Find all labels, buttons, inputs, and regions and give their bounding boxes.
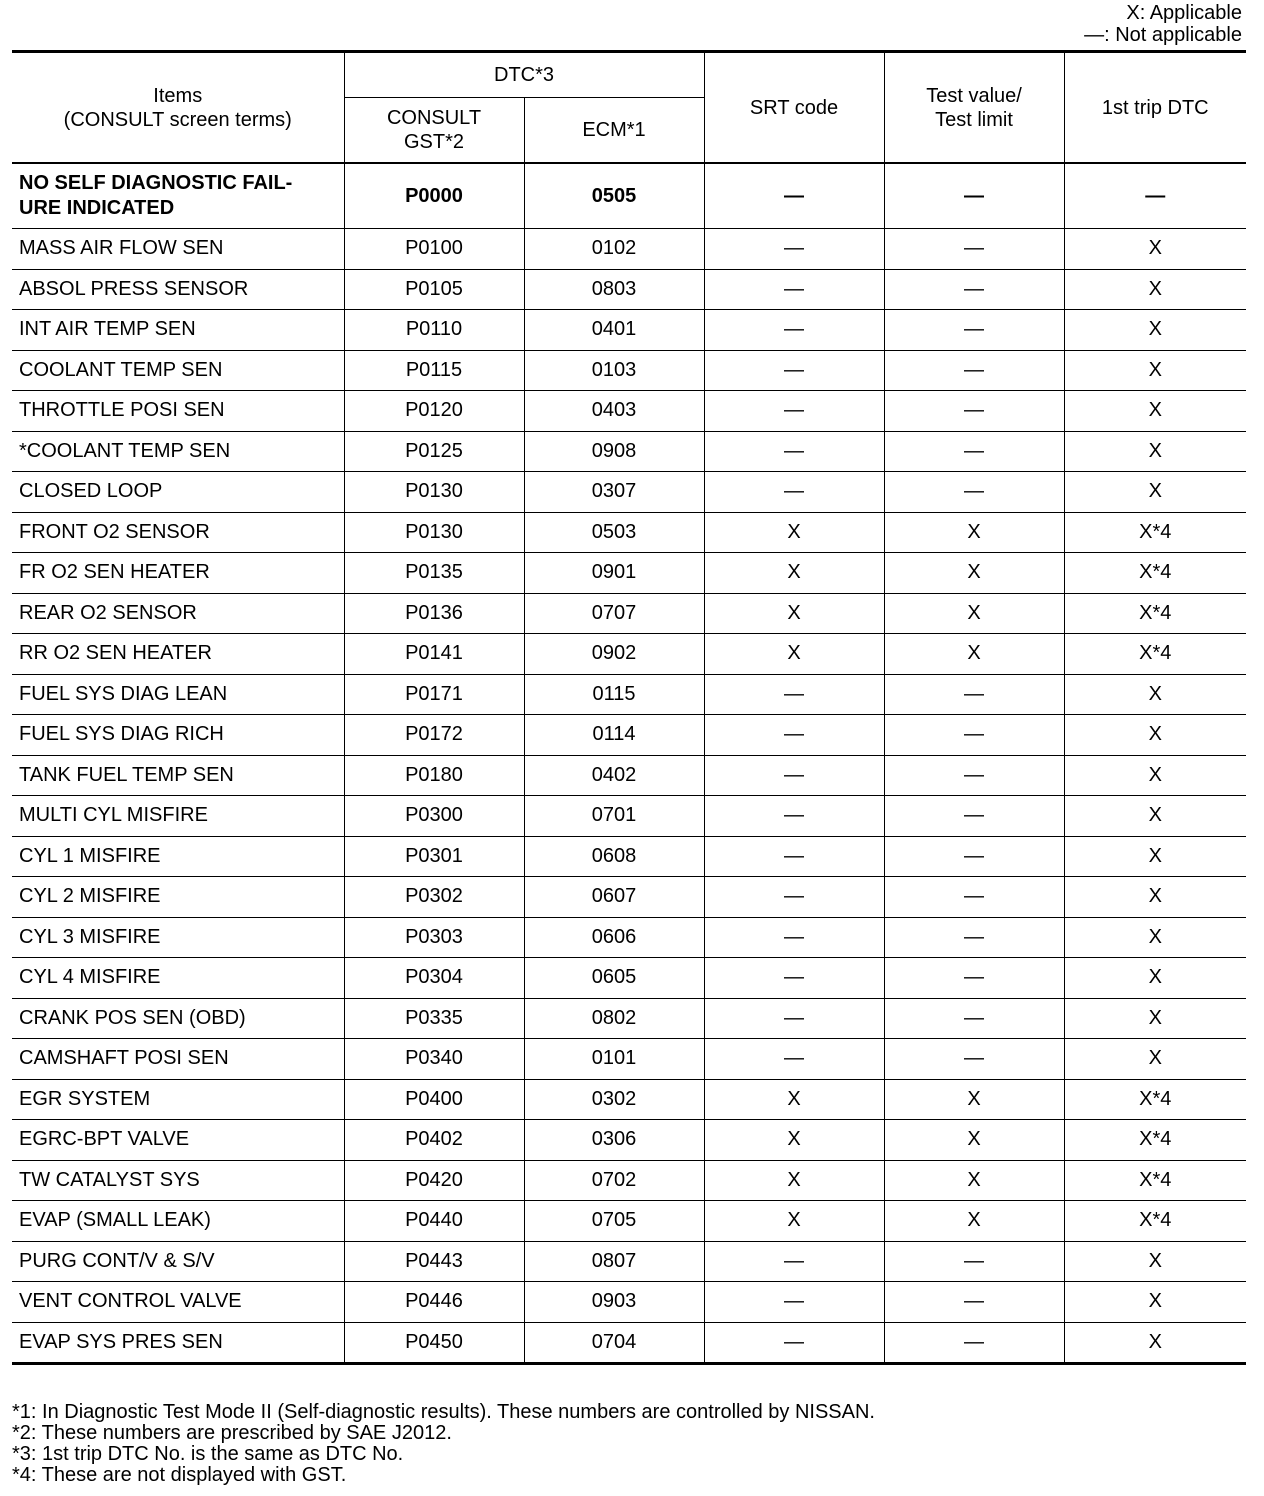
cell-test-value: — xyxy=(884,958,1064,999)
cell-consult-gst: P0180 xyxy=(344,755,524,796)
cell-item: EGRC-BPT VALVE xyxy=(12,1120,344,1161)
cell-ecm: 0802 xyxy=(524,998,704,1039)
cell-consult-gst: P0136 xyxy=(344,593,524,634)
cell-item: CRANK POS SEN (OBD) xyxy=(12,998,344,1039)
cell-srt-code: X xyxy=(704,1160,884,1201)
cell-srt-code: — xyxy=(704,1322,884,1364)
cell-ecm: 0307 xyxy=(524,472,704,513)
cell-item: FRONT O2 SENSOR xyxy=(12,512,344,553)
cell-ecm: 0701 xyxy=(524,796,704,837)
cell-first-trip-dtc: X xyxy=(1064,877,1246,918)
cell-item: FUEL SYS DIAG LEAN xyxy=(12,674,344,715)
cell-srt-code: X xyxy=(704,512,884,553)
footnote-1: *1: In Diagnostic Test Mode II (Self-diagnostic results). These numbers are controlled by NISSAN. xyxy=(12,1401,875,1423)
table-row xyxy=(12,1120,1246,1161)
cell-test-value: X xyxy=(884,1201,1064,1242)
cell-first-trip-dtc: X xyxy=(1064,350,1246,391)
cell-first-trip-dtc: X xyxy=(1064,229,1246,270)
cell-srt-code: — xyxy=(704,796,884,837)
cell-ecm: 0115 xyxy=(524,674,704,715)
table-body xyxy=(12,163,1246,1364)
cell-srt-code: — xyxy=(704,958,884,999)
cell-srt-code: — xyxy=(704,391,884,432)
cell-ecm: 0103 xyxy=(524,350,704,391)
cell-srt-code: — xyxy=(704,1241,884,1282)
cell-first-trip-dtc: X xyxy=(1064,755,1246,796)
table-row xyxy=(12,269,1246,310)
cell-srt-code: — xyxy=(704,350,884,391)
cell-item: TANK FUEL TEMP SEN xyxy=(12,755,344,796)
cell-ecm: 0903 xyxy=(524,1282,704,1323)
cell-srt-code: X xyxy=(704,1201,884,1242)
cell-first-trip-dtc: X xyxy=(1064,796,1246,837)
cell-ecm: 0302 xyxy=(524,1079,704,1120)
cell-srt-code: X xyxy=(704,634,884,675)
cell-first-trip-dtc: X xyxy=(1064,958,1246,999)
table-row xyxy=(12,998,1246,1039)
cell-test-value: — xyxy=(884,472,1064,513)
cell-item: *COOLANT TEMP SEN xyxy=(12,431,344,472)
cell-test-value: — xyxy=(884,1322,1064,1364)
cell-test-value: — xyxy=(884,755,1064,796)
cell-ecm: 0707 xyxy=(524,593,704,634)
cell-ecm: 0403 xyxy=(524,391,704,432)
table-row xyxy=(12,229,1246,270)
cell-item: REAR O2 SENSOR xyxy=(12,593,344,634)
table-row xyxy=(12,674,1246,715)
cell-test-value: X xyxy=(884,553,1064,594)
cell-test-value: — xyxy=(884,310,1064,351)
cell-srt-code: — xyxy=(704,877,884,918)
cell-first-trip-dtc: X xyxy=(1064,269,1246,310)
cell-test-value: — xyxy=(884,391,1064,432)
cell-item: VENT CONTROL VALVE xyxy=(12,1282,344,1323)
table-row xyxy=(12,310,1246,351)
cell-first-trip-dtc: X xyxy=(1064,1322,1246,1364)
cell-srt-code: — xyxy=(704,998,884,1039)
cell-srt-code: — xyxy=(704,163,884,229)
cell-item: TW CATALYST SYS xyxy=(12,1160,344,1201)
cell-item: INT AIR TEMP SEN xyxy=(12,310,344,351)
table-row xyxy=(12,163,1246,229)
cell-item: CYL 1 MISFIRE xyxy=(12,836,344,877)
cell-srt-code: — xyxy=(704,917,884,958)
cell-ecm: 0606 xyxy=(524,917,704,958)
header-ecm: ECM*1 xyxy=(524,98,704,164)
cell-first-trip-dtc: X xyxy=(1064,715,1246,756)
cell-first-trip-dtc: X xyxy=(1064,310,1246,351)
cell-consult-gst: P0443 xyxy=(344,1241,524,1282)
cell-first-trip-dtc: X xyxy=(1064,1282,1246,1323)
cell-srt-code: — xyxy=(704,1282,884,1323)
cell-ecm: 0705 xyxy=(524,1201,704,1242)
cell-consult-gst: P0340 xyxy=(344,1039,524,1080)
cell-consult-gst: P0171 xyxy=(344,674,524,715)
cell-ecm: 0114 xyxy=(524,715,704,756)
table-row xyxy=(12,350,1246,391)
cell-srt-code: — xyxy=(704,674,884,715)
cell-first-trip-dtc: X*4 xyxy=(1064,512,1246,553)
cell-test-value: X xyxy=(884,1120,1064,1161)
cell-item: RR O2 SEN HEATER xyxy=(12,634,344,675)
cell-ecm: 0102 xyxy=(524,229,704,270)
cell-ecm: 0702 xyxy=(524,1160,704,1201)
cell-first-trip-dtc: X xyxy=(1064,391,1246,432)
cell-srt-code: — xyxy=(704,715,884,756)
cell-consult-gst: P0420 xyxy=(344,1160,524,1201)
cell-consult-gst: P0300 xyxy=(344,796,524,837)
cell-test-value: — xyxy=(884,998,1064,1039)
table-row xyxy=(12,553,1246,594)
table-row xyxy=(12,1160,1246,1201)
legend-applicable: X: Applicable xyxy=(1126,2,1242,24)
cell-test-value: X xyxy=(884,593,1064,634)
cell-test-value: — xyxy=(884,1039,1064,1080)
cell-consult-gst: P0440 xyxy=(344,1201,524,1242)
header-test-value: Test value/ Test limit xyxy=(884,52,1064,164)
cell-srt-code: — xyxy=(704,472,884,513)
cell-test-value: — xyxy=(884,431,1064,472)
cell-ecm: 0401 xyxy=(524,310,704,351)
cell-srt-code: — xyxy=(704,1039,884,1080)
cell-first-trip-dtc: X xyxy=(1064,1039,1246,1080)
cell-test-value: X xyxy=(884,512,1064,553)
cell-consult-gst: P0172 xyxy=(344,715,524,756)
cell-srt-code: — xyxy=(704,755,884,796)
cell-test-value: — xyxy=(884,877,1064,918)
cell-item: MASS AIR FLOW SEN xyxy=(12,229,344,270)
cell-test-value: X xyxy=(884,1160,1064,1201)
cell-first-trip-dtc: X*4 xyxy=(1064,1079,1246,1120)
cell-test-value: — xyxy=(884,163,1064,229)
footnote-4: *4: These are not displayed with GST. xyxy=(12,1464,347,1486)
cell-test-value: — xyxy=(884,1241,1064,1282)
cell-ecm: 0402 xyxy=(524,755,704,796)
table-row xyxy=(12,512,1246,553)
cell-first-trip-dtc: — xyxy=(1064,163,1246,229)
cell-test-value: — xyxy=(884,715,1064,756)
cell-consult-gst: P0130 xyxy=(344,472,524,513)
cell-srt-code: — xyxy=(704,269,884,310)
cell-item: EGR SYSTEM xyxy=(12,1079,344,1120)
cell-first-trip-dtc: X*4 xyxy=(1064,593,1246,634)
cell-ecm: 0901 xyxy=(524,553,704,594)
cell-test-value: — xyxy=(884,796,1064,837)
cell-item: MULTI CYL MISFIRE xyxy=(12,796,344,837)
cell-item: EVAP (SMALL LEAK) xyxy=(12,1201,344,1242)
table-row xyxy=(12,715,1246,756)
table-row xyxy=(12,1322,1246,1364)
cell-first-trip-dtc: X xyxy=(1064,431,1246,472)
cell-srt-code: X xyxy=(704,1079,884,1120)
cell-item: CYL 4 MISFIRE xyxy=(12,958,344,999)
cell-consult-gst: P0301 xyxy=(344,836,524,877)
cell-consult-gst: P0110 xyxy=(344,310,524,351)
table-row xyxy=(12,1282,1246,1323)
cell-ecm: 0807 xyxy=(524,1241,704,1282)
table-row xyxy=(12,1079,1246,1120)
cell-item: CYL 3 MISFIRE xyxy=(12,917,344,958)
header-dtc: DTC*3 xyxy=(344,52,704,98)
cell-ecm: 0803 xyxy=(524,269,704,310)
cell-consult-gst: P0115 xyxy=(344,350,524,391)
cell-first-trip-dtc: X xyxy=(1064,472,1246,513)
legend xyxy=(1084,2,1242,46)
cell-consult-gst: P0303 xyxy=(344,917,524,958)
header-consult-gst: CONSULT GST*2 xyxy=(344,98,524,164)
cell-first-trip-dtc: X xyxy=(1064,998,1246,1039)
cell-ecm: 0704 xyxy=(524,1322,704,1364)
cell-consult-gst: P0000 xyxy=(344,163,524,229)
cell-item: NO SELF DIAGNOSTIC FAIL- URE INDICATED xyxy=(12,163,344,229)
cell-ecm: 0908 xyxy=(524,431,704,472)
table-row xyxy=(12,391,1246,432)
cell-test-value: — xyxy=(884,1282,1064,1323)
cell-first-trip-dtc: X xyxy=(1064,836,1246,877)
footnote-2: *2: These numbers are prescribed by SAE J2012. xyxy=(12,1422,452,1444)
cell-srt-code: — xyxy=(704,229,884,270)
cell-consult-gst: P0402 xyxy=(344,1120,524,1161)
cell-srt-code: — xyxy=(704,310,884,351)
cell-consult-gst: P0100 xyxy=(344,229,524,270)
dtc-table xyxy=(12,50,1246,1365)
cell-ecm: 0101 xyxy=(524,1039,704,1080)
cell-item: THROTTLE POSI SEN xyxy=(12,391,344,432)
cell-consult-gst: P0105 xyxy=(344,269,524,310)
cell-consult-gst: P0450 xyxy=(344,1322,524,1364)
cell-consult-gst: P0446 xyxy=(344,1282,524,1323)
cell-test-value: — xyxy=(884,229,1064,270)
table-row xyxy=(12,755,1246,796)
table-row xyxy=(12,593,1246,634)
cell-consult-gst: P0135 xyxy=(344,553,524,594)
header-srt-code: SRT code xyxy=(704,52,884,164)
cell-consult-gst: P0302 xyxy=(344,877,524,918)
cell-test-value: — xyxy=(884,674,1064,715)
cell-srt-code: X xyxy=(704,1120,884,1161)
footnotes xyxy=(12,1402,875,1486)
cell-consult-gst: P0125 xyxy=(344,431,524,472)
cell-item: ABSOL PRESS SENSOR xyxy=(12,269,344,310)
cell-ecm: 0505 xyxy=(524,163,704,229)
cell-item: CLOSED LOOP xyxy=(12,472,344,513)
cell-consult-gst: P0304 xyxy=(344,958,524,999)
table-row xyxy=(12,917,1246,958)
cell-first-trip-dtc: X*4 xyxy=(1064,1120,1246,1161)
cell-first-trip-dtc: X*4 xyxy=(1064,634,1246,675)
cell-test-value: — xyxy=(884,917,1064,958)
cell-ecm: 0503 xyxy=(524,512,704,553)
table-row xyxy=(12,1241,1246,1282)
cell-first-trip-dtc: X xyxy=(1064,674,1246,715)
table-row xyxy=(12,472,1246,513)
table-row xyxy=(12,634,1246,675)
legend-not-applicable: —: Not applicable xyxy=(1084,24,1242,46)
cell-item: CYL 2 MISFIRE xyxy=(12,877,344,918)
header-items: Items (CONSULT screen terms) xyxy=(12,52,344,164)
cell-first-trip-dtc: X*4 xyxy=(1064,1160,1246,1201)
cell-item: CAMSHAFT POSI SEN xyxy=(12,1039,344,1080)
cell-srt-code: — xyxy=(704,431,884,472)
cell-item: FR O2 SEN HEATER xyxy=(12,553,344,594)
cell-consult-gst: P0120 xyxy=(344,391,524,432)
cell-item: PURG CONT/V & S/V xyxy=(12,1241,344,1282)
cell-test-value: X xyxy=(884,634,1064,675)
table-row xyxy=(12,431,1246,472)
cell-first-trip-dtc: X xyxy=(1064,1241,1246,1282)
cell-test-value: X xyxy=(884,1079,1064,1120)
cell-test-value: — xyxy=(884,269,1064,310)
cell-item: FUEL SYS DIAG RICH xyxy=(12,715,344,756)
cell-consult-gst: P0141 xyxy=(344,634,524,675)
table-row xyxy=(12,1201,1246,1242)
cell-ecm: 0605 xyxy=(524,958,704,999)
cell-first-trip-dtc: X*4 xyxy=(1064,1201,1246,1242)
cell-ecm: 0608 xyxy=(524,836,704,877)
cell-consult-gst: P0335 xyxy=(344,998,524,1039)
cell-first-trip-dtc: X xyxy=(1064,917,1246,958)
header-first-trip-dtc: 1st trip DTC xyxy=(1064,52,1246,164)
cell-first-trip-dtc: X*4 xyxy=(1064,553,1246,594)
table-row xyxy=(12,796,1246,837)
cell-srt-code: — xyxy=(704,836,884,877)
footnote-3: *3: 1st trip DTC No. is the same as DTC No. xyxy=(12,1443,404,1465)
cell-ecm: 0607 xyxy=(524,877,704,918)
cell-srt-code: X xyxy=(704,553,884,594)
cell-test-value: — xyxy=(884,836,1064,877)
table-row xyxy=(12,836,1246,877)
cell-ecm: 0306 xyxy=(524,1120,704,1161)
cell-consult-gst: P0400 xyxy=(344,1079,524,1120)
cell-test-value: — xyxy=(884,350,1064,391)
cell-srt-code: X xyxy=(704,593,884,634)
cell-item: EVAP SYS PRES SEN xyxy=(12,1322,344,1364)
cell-item: COOLANT TEMP SEN xyxy=(12,350,344,391)
cell-ecm: 0902 xyxy=(524,634,704,675)
table-row xyxy=(12,877,1246,918)
table-row xyxy=(12,1039,1246,1080)
cell-consult-gst: P0130 xyxy=(344,512,524,553)
table-row xyxy=(12,958,1246,999)
